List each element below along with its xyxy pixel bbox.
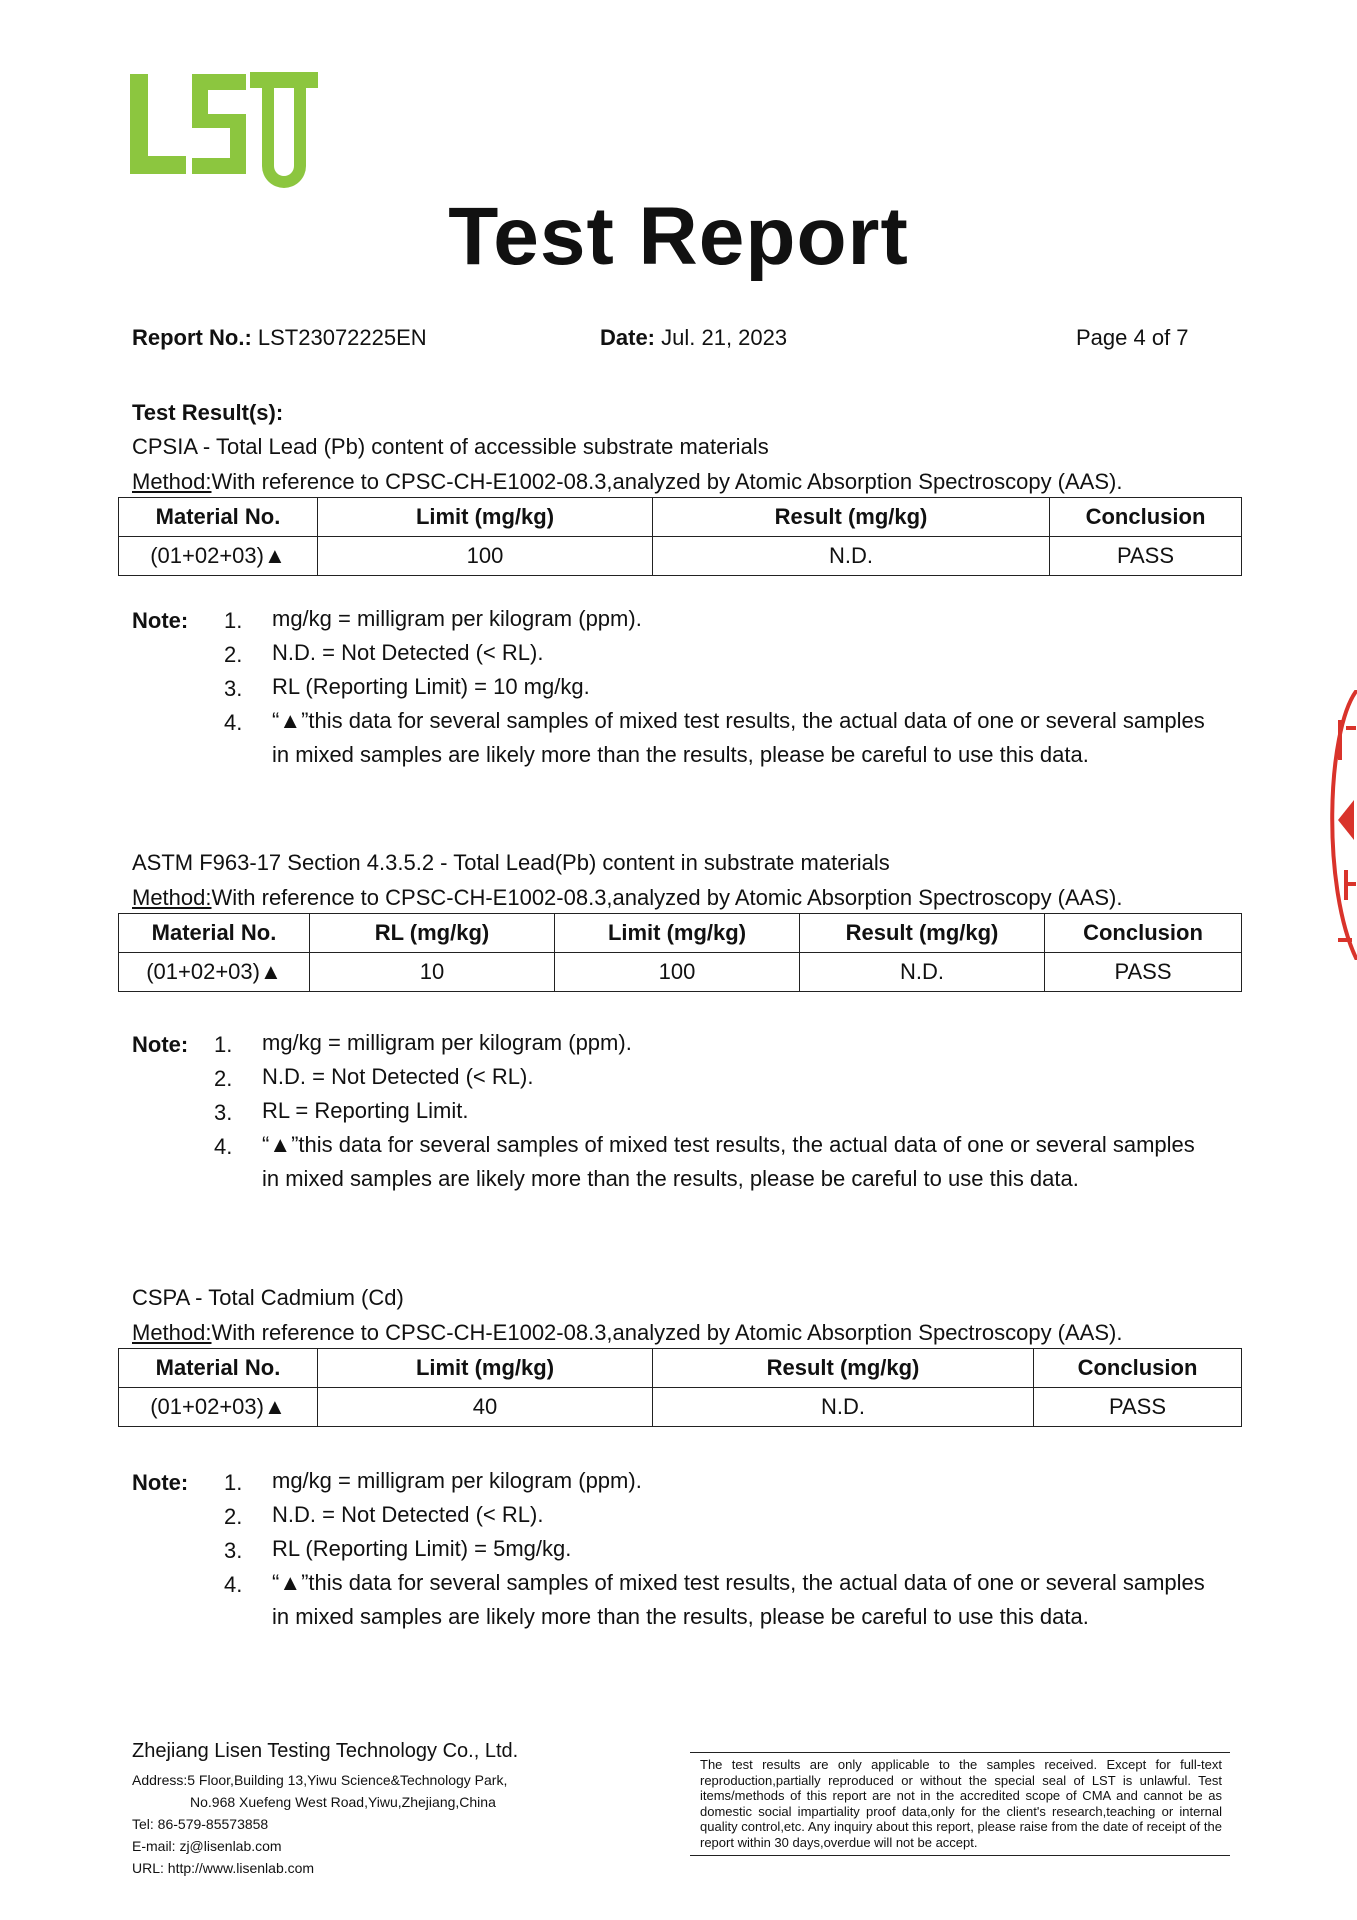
note-number: 1. bbox=[214, 1032, 233, 1057]
table-cell: 100 bbox=[555, 953, 800, 992]
section-title: CPSIA - Total Lead (Pb) content of accessible substrate materials bbox=[132, 434, 769, 459]
table-header-cell: Result (mg/kg) bbox=[653, 498, 1050, 537]
page-title: Test Report bbox=[448, 191, 909, 282]
note-item: in mixed samples are likely more than the results, please be careful to use this data. bbox=[272, 1604, 1089, 1629]
note-label: Note: bbox=[132, 608, 189, 633]
note-label: Note: bbox=[132, 1032, 189, 1057]
note-item: N.D. = Not Detected (< RL). bbox=[262, 1064, 534, 1089]
company-contact bbox=[132, 1740, 518, 1879]
table-cell: 10 bbox=[310, 953, 555, 992]
company-tel: Tel: 86-579-85573858 bbox=[132, 1816, 269, 1832]
table-header-cell: Result (mg/kg) bbox=[653, 1349, 1034, 1388]
company-address: No.968 Xuefeng West Road,Yiwu,Zhejiang,China bbox=[190, 1794, 496, 1810]
table-header-cell: Limit (mg/kg) bbox=[318, 498, 653, 537]
section-title: CSPA - Total Cadmium (Cd) bbox=[132, 1285, 404, 1310]
note-number: 4. bbox=[214, 1134, 233, 1159]
note-item: in mixed samples are likely more than the results, please be careful to use this data. bbox=[272, 742, 1089, 767]
table-header-cell: RL (mg/kg) bbox=[310, 914, 555, 953]
lst-logo bbox=[128, 68, 318, 188]
note-item: “▲”this data for several samples of mixed test results, the actual data of one or several samples bbox=[272, 708, 1205, 733]
note-number: 2. bbox=[214, 1066, 233, 1091]
table-header-cell: Material No. bbox=[119, 498, 318, 537]
table-cell: PASS bbox=[1045, 953, 1242, 992]
company-email: E-mail: zj@lisenlab.com bbox=[132, 1838, 282, 1854]
note-label: Note: bbox=[132, 1470, 189, 1495]
table-header-cell: Conclusion bbox=[1034, 1349, 1242, 1388]
note-number: 3. bbox=[224, 676, 243, 701]
table-header-cell: Limit (mg/kg) bbox=[318, 1349, 653, 1388]
section-method: Method:With reference to CPSC-CH-E1002-08.3,analyzed by Atomic Absorption Spectroscopy (AAS). bbox=[132, 469, 1123, 494]
note-item: N.D. = Not Detected (< RL). bbox=[272, 1502, 544, 1527]
table-header-cell: Material No. bbox=[119, 1349, 318, 1388]
table-cell: (01+02+03)▲ bbox=[119, 1388, 318, 1427]
results-table bbox=[118, 497, 1242, 576]
table-cell: (01+02+03)▲ bbox=[119, 537, 318, 576]
table-header-cell: Conclusion bbox=[1050, 498, 1242, 537]
results-table bbox=[118, 913, 1242, 992]
table-cell: N.D. bbox=[653, 537, 1050, 576]
report-date: Date: Jul. 21, 2023 bbox=[600, 325, 788, 350]
table-cell: PASS bbox=[1050, 537, 1242, 576]
table-header-cell: Limit (mg/kg) bbox=[555, 914, 800, 953]
note-item: N.D. = Not Detected (< RL). bbox=[272, 640, 544, 665]
section-method: Method:With reference to CPSC-CH-E1002-08.3,analyzed by Atomic Absorption Spectroscopy (AAS). bbox=[132, 885, 1123, 910]
note-item: “▲”this data for several samples of mixed test results, the actual data of one or several samples bbox=[272, 1570, 1205, 1595]
note-item: mg/kg = milligram per kilogram (ppm). bbox=[272, 606, 642, 631]
note-item: “▲”this data for several samples of mixed test results, the actual data of one or several samples bbox=[262, 1132, 1195, 1157]
note-number: 2. bbox=[224, 642, 243, 667]
note-item: mg/kg = milligram per kilogram (ppm). bbox=[272, 1468, 642, 1493]
company-name: Zhejiang Lisen Testing Technology Co., Ltd. bbox=[132, 1740, 519, 1762]
note-number: 3. bbox=[214, 1100, 233, 1125]
table-row bbox=[119, 537, 1242, 576]
disclaimer: The test results are only applicable to the samples received. Except for full-text reproduction,partially reproduced or without the special seal of LST is unlawful. Test items/methods of this report are not in the accredited scope of CMA and cannot be as domestic social impartiality proof data,only for the client's research,teaching or internal quality control,etc. Any inquiry about this report, please raise from the date of receipt of the report within 30 days,overdue will not be accept. bbox=[690, 1752, 1230, 1856]
section-method: Method:With reference to CPSC-CH-E1002-08.3,analyzed by Atomic Absorption Spectroscopy (AAS). bbox=[132, 1320, 1123, 1345]
note-number: 2. bbox=[224, 1504, 243, 1529]
table-header-cell: Material No. bbox=[119, 914, 310, 953]
note-number: 1. bbox=[224, 1470, 243, 1495]
table-row bbox=[119, 1388, 1242, 1427]
table-cell: N.D. bbox=[800, 953, 1045, 992]
report-number: Report No.: LST23072225EN bbox=[132, 325, 427, 350]
table-cell: N.D. bbox=[653, 1388, 1034, 1427]
table-cell: (01+02+03)▲ bbox=[119, 953, 310, 992]
section-title: ASTM F963-17 Section 4.3.5.2 - Total Lead(Pb) content in substrate materials bbox=[132, 850, 890, 875]
note-item: RL (Reporting Limit) = 5mg/kg. bbox=[272, 1536, 572, 1561]
table-cell: 100 bbox=[318, 537, 653, 576]
company-url: URL: http://www.lisenlab.com bbox=[132, 1860, 315, 1876]
table-header-cell: Conclusion bbox=[1045, 914, 1242, 953]
note-number: 4. bbox=[224, 710, 243, 735]
company-address: Address:5 Floor,Building 13,Yiwu Science&Technology Park, bbox=[132, 1772, 508, 1788]
note-item: RL (Reporting Limit) = 10 mg/kg. bbox=[272, 674, 590, 699]
note-number: 3. bbox=[224, 1538, 243, 1563]
note-item: in mixed samples are likely more than the results, please be careful to use this data. bbox=[262, 1166, 1079, 1191]
note-item: mg/kg = milligram per kilogram (ppm). bbox=[262, 1030, 632, 1055]
table-header-cell: Result (mg/kg) bbox=[800, 914, 1045, 953]
table-row bbox=[119, 953, 1242, 992]
note-number: 4. bbox=[224, 1572, 243, 1597]
table-cell: 40 bbox=[318, 1388, 653, 1427]
note-number: 1. bbox=[224, 608, 243, 633]
results-heading: Test Result(s): bbox=[132, 400, 284, 425]
page-indicator: Page 4 of 7 bbox=[1076, 325, 1189, 350]
seal-stamp-icon bbox=[1318, 690, 1357, 960]
note-item: RL = Reporting Limit. bbox=[262, 1098, 469, 1123]
table-cell: PASS bbox=[1034, 1388, 1242, 1427]
results-table bbox=[118, 1348, 1242, 1427]
